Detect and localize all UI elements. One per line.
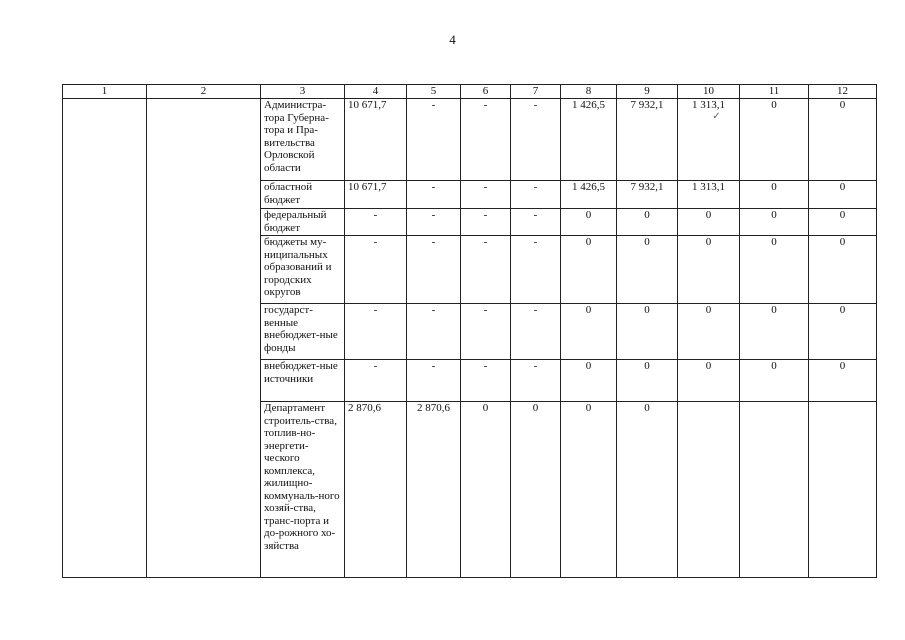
table-cell: 1 426,5 [561, 181, 617, 209]
table-cell: - [345, 360, 407, 402]
table-cell: - [407, 99, 461, 181]
table-cell: 0 [678, 209, 740, 236]
row-name: областной бюджет [261, 181, 345, 209]
column-header: 10 [678, 85, 740, 99]
table-cell: - [511, 181, 561, 209]
cell-value: 1 313,1 [692, 99, 725, 111]
header-row [63, 85, 877, 99]
table-cell: 0 [678, 360, 740, 402]
table-cell: - [407, 236, 461, 304]
column-header: 3 [261, 85, 345, 99]
table-cell: 0 [561, 236, 617, 304]
table-cell: 2 870,6 [345, 402, 407, 578]
table-cell: 1 313,1 [678, 181, 740, 209]
table-cell: 0 [740, 360, 809, 402]
table-cell: 0 [809, 304, 877, 360]
table-cell: - [461, 181, 511, 209]
table-cell: - [511, 209, 561, 236]
cell-col1-merged [63, 99, 147, 578]
table-cell: 1 426,5 [561, 99, 617, 181]
column-header: 7 [511, 85, 561, 99]
column-header: 8 [561, 85, 617, 99]
table-cell: 7 932,1 [617, 181, 678, 209]
row-name: Департамент строитель-ства, топлив-но-энергети-ческого комплекса, жилищно-коммуналь-ного хозяй-ства, транс-порта и до-рожного хо-зяйства [261, 402, 345, 578]
table-cell: - [461, 99, 511, 181]
column-header: 5 [407, 85, 461, 99]
table-cell: - [345, 209, 407, 236]
table-cell: - [461, 236, 511, 304]
cell-col2-merged [147, 99, 261, 578]
table-cell: - [461, 304, 511, 360]
column-header: 1 [63, 85, 147, 99]
table-cell: 0 [809, 236, 877, 304]
table-cell: 0 [461, 402, 511, 578]
column-header: 11 [740, 85, 809, 99]
table-cell: 0 [740, 181, 809, 209]
table-cell: 0 [561, 360, 617, 402]
table-cell: - [345, 304, 407, 360]
table-cell [809, 402, 877, 578]
table-cell: 0 [617, 236, 678, 304]
table-cell: - [511, 236, 561, 304]
column-header: 12 [809, 85, 877, 99]
table-cell: - [407, 360, 461, 402]
table-cell: 0 [809, 209, 877, 236]
table-cell: 0 [740, 209, 809, 236]
table-cell: 7 932,1 [617, 99, 678, 181]
column-header: 6 [461, 85, 511, 99]
table-row [63, 99, 877, 181]
table-cell: 0 [740, 304, 809, 360]
row-name: Администра-тора Губерна-тора и Пра-вительства Орловской области [261, 99, 345, 181]
row-name: внебюджет-ные источники [261, 360, 345, 402]
table-cell: 0 [561, 402, 617, 578]
table-cell: 0 [561, 209, 617, 236]
table-cell: 0 [617, 402, 678, 578]
table-cell: 0 [617, 209, 678, 236]
checkmark-icon: ✓ [712, 110, 721, 122]
table-cell: 0 [678, 304, 740, 360]
table-cell: - [461, 209, 511, 236]
column-header: 2 [147, 85, 261, 99]
row-name: федеральный бюджет [261, 209, 345, 236]
table-cell: - [407, 304, 461, 360]
table-cell: - [345, 236, 407, 304]
table-cell: 2 870,6 [407, 402, 461, 578]
table-cell: 0 [561, 304, 617, 360]
budget-table [62, 84, 877, 578]
table-cell: - [511, 360, 561, 402]
table-cell: - [407, 209, 461, 236]
table-cell: 10 671,7 [345, 99, 407, 181]
table-cell: - [511, 304, 561, 360]
column-header: 9 [617, 85, 678, 99]
table-cell: - [407, 181, 461, 209]
table-cell: 0 [511, 402, 561, 578]
page-number: 4 [449, 32, 456, 47]
table-cell: 0 [740, 99, 809, 181]
table-cell: 10 671,7 [345, 181, 407, 209]
row-name: государст-венные внебюджет-ные фонды [261, 304, 345, 360]
table-cell: - [461, 360, 511, 402]
table-cell: 0 [809, 99, 877, 181]
table-cell: 0 [617, 360, 678, 402]
table-cell: 0 [809, 360, 877, 402]
row-name: бюджеты му-ниципальных образований и городских округов [261, 236, 345, 304]
table-cell: 0 [740, 236, 809, 304]
table-cell: 0 [617, 304, 678, 360]
column-header: 4 [345, 85, 407, 99]
table-cell [740, 402, 809, 578]
table-cell [678, 99, 740, 181]
table-cell: 0 [809, 181, 877, 209]
table-cell: - [511, 99, 561, 181]
table-cell: 0 [678, 236, 740, 304]
table-cell [678, 402, 740, 578]
